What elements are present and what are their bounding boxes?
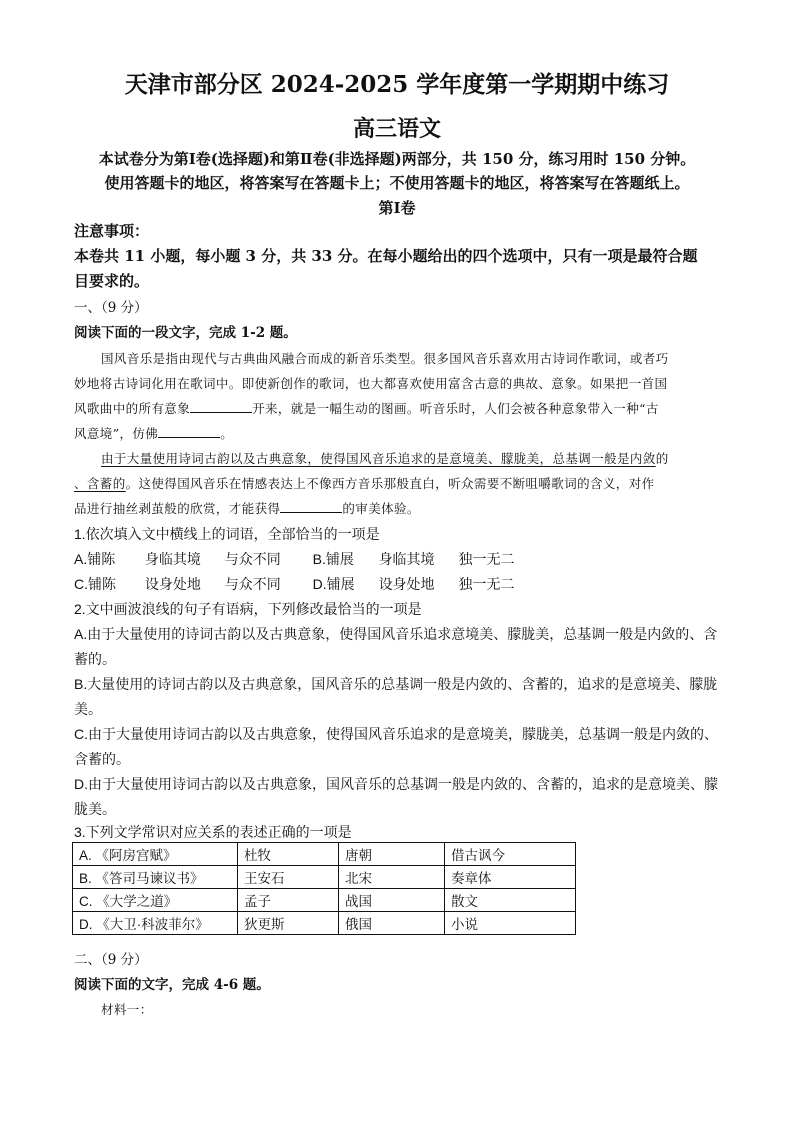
passage-text: 的审美体验。	[342, 501, 420, 516]
table-cell: 奏章体	[445, 866, 576, 889]
table-cell: D. 《大卫·科波菲尔》	[73, 912, 238, 935]
table-row	[73, 843, 576, 866]
passage-p2-line3	[74, 499, 420, 517]
option-text: 独一无二	[458, 551, 515, 567]
option-text: B.铺展	[312, 551, 354, 567]
option-text: 与众不同	[224, 576, 281, 592]
table-cell: 散文	[445, 889, 576, 912]
passage-text: 品进行抽丝剥茧般的欣赏，才能获得	[74, 501, 281, 516]
passage-p2-line2	[74, 474, 655, 492]
fill-blank-2	[158, 427, 220, 438]
passage-text: 。	[220, 426, 234, 441]
literature-table	[72, 842, 576, 935]
q2-option-b-line2: 美。	[74, 701, 102, 717]
exam-title: 天津市部分区 2024-2025 学年度第一学期期中练习	[124, 71, 670, 98]
wavy-underlined-sentence: 、含蓄的	[74, 476, 126, 491]
passage-p1-line3	[74, 399, 659, 417]
question-3-stem: 3.下列文学常识对应关系的表述正确的一项是	[74, 824, 352, 840]
passage-text: 。这使得国风音乐在情感表达上不像西方音乐那般直白，听众需要不断咀嚼歌词的含义，对作	[125, 476, 655, 491]
table-row	[73, 866, 576, 889]
fill-blank-1	[190, 402, 252, 413]
passage-p2-line1	[101, 449, 669, 467]
table-cell: 狄更斯	[238, 912, 339, 935]
option-text: 与众不同	[224, 551, 281, 567]
table-cell: B. 《答司马谏议书》	[73, 866, 238, 889]
intro-line-2: 使用答题卡的地区，将答案写在答题卡上；不使用答题卡的地区，将答案写在答题纸上。	[104, 174, 690, 192]
passage-text: 开来，就是一幅生动的图画。听音乐时，人们会被各种意象带入一种“古	[252, 401, 659, 416]
notice-line-1: 本卷共 11 小题，每小题 3 分，共 33 分。在每小题给出的四个选项中，只有一项是最符合题	[74, 247, 698, 265]
exam-subtitle: 高三语文	[352, 116, 441, 142]
question-2-stem: 2.文中画波浪线的句子有语病，下列修改最恰当的一项是	[74, 601, 422, 617]
option-text: 身临其境	[144, 551, 201, 567]
notice-line-2: 目要求的。	[74, 272, 150, 290]
passage-text: 的	[655, 451, 669, 466]
notice-heading: 注意事项：	[74, 222, 150, 240]
q2-option-a-line2: 蓄的。	[74, 651, 116, 667]
option-text: 设身处地	[378, 576, 435, 592]
option-text: 设身处地	[144, 576, 201, 592]
passage-p1-line2: 妙地将古诗词化用在歌词中。即使新创作的歌词，也大都喜欢使用富含古意的典故、意象。如果把一首国	[74, 376, 668, 391]
table-cell: 孟子	[238, 889, 339, 912]
question-1-options-row-1	[74, 549, 514, 569]
question-1-options-row-2	[74, 574, 514, 594]
section2-heading: 二、（9 分）	[74, 952, 148, 968]
section1-instruction: 阅读下面的一段文字，完成 1-2 题。	[74, 325, 297, 341]
q2-option-d-line1: D.由于大量使用诗词古韵以及古典意象，国风音乐的总基调一般是内敛的、含蓄的，追求的是意境美、朦	[74, 776, 718, 792]
table-cell: 战国	[339, 889, 445, 912]
section1-heading: 一、（9 分）	[74, 300, 148, 316]
q2-option-b-line1: B.大量使用的诗词古韵以及古典意象，国风音乐的总基调一般是内敛的、含蓄的，追求的是意境美、朦胧	[74, 676, 718, 692]
material-label: 材料一：	[101, 1002, 153, 1017]
q2-option-c-line1: C.由于大量使用诗词古韵以及古典意象，使得国风音乐追求的是意境美，朦胧美，总基调一般是内敛的、	[74, 726, 718, 742]
fill-blank-3	[280, 502, 342, 513]
table-cell: 北宋	[339, 866, 445, 889]
wavy-underlined-sentence: 由于大量使用诗词古韵以及古典意象，使得国风音乐追求的是意境美、朦胧美，总基调一般是内敛	[101, 451, 656, 466]
table-cell: 唐朝	[339, 843, 445, 866]
passage-p1-line1: 国风音乐是指由现代与古典曲风融合而成的新音乐类型。很多国风音乐喜欢用古诗词作歌词，或者巧	[101, 351, 669, 366]
q2-option-c-line2: 含蓄的。	[74, 751, 130, 767]
table-cell: 借古讽今	[445, 843, 576, 866]
table-cell: A. 《阿房宫赋》	[73, 843, 238, 866]
option-text: D.铺展	[312, 576, 355, 592]
q2-option-d-line2: 胧美。	[74, 801, 116, 817]
option-text: 身临其境	[378, 551, 435, 567]
part-heading: 第Ⅰ卷	[378, 199, 416, 217]
intro-line-1: 本试卷分为第Ⅰ卷(选择题)和第Ⅱ卷(非选择题)两部分，共 150 分，练习用时 150 分钟。	[98, 150, 696, 168]
question-1-stem: 1.依次填入文中横线上的词语，全部恰当的一项是	[74, 526, 380, 542]
table-cell: 杜牧	[238, 843, 339, 866]
option-text: C.铺陈	[74, 576, 116, 592]
passage-p1-line4	[74, 424, 233, 442]
table-cell: 俄国	[339, 912, 445, 935]
passage-text: 风意境”，仿佛	[74, 426, 159, 441]
section2-instruction: 阅读下面的文字，完成 4-6 题。	[74, 977, 270, 993]
option-text: A.铺陈	[74, 551, 116, 567]
table-cell: 小说	[445, 912, 576, 935]
table-row	[73, 912, 576, 935]
q2-option-a-line1: A.由于大量使用的诗词古韵以及古典意象，使得国风音乐追求意境美、朦胧美，总基调一般是内敛的、含	[74, 626, 718, 642]
table-row	[73, 889, 576, 912]
table-cell: C. 《大学之道》	[73, 889, 238, 912]
option-text: 独一无二	[458, 576, 515, 592]
passage-text: 风歌曲中的所有意象	[74, 401, 191, 416]
table-cell: 王安石	[238, 866, 339, 889]
